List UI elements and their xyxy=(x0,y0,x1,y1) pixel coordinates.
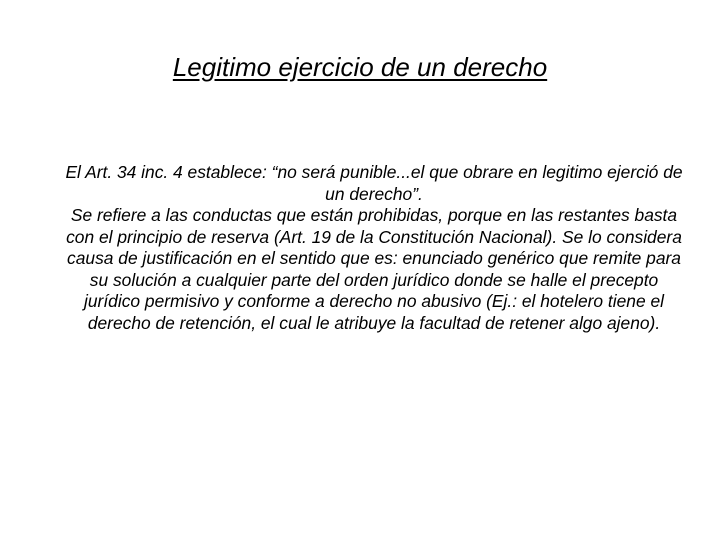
body-paragraph-article: El Art. 34 inc. 4 establece: “no será punible...el que obrare en legitimo ejerció de un derecho”. xyxy=(65,162,683,204)
body-paragraph-explanation: Se refiere a las conductas que están prohibidas, porque en las restantes basta con el principio de reserva (Art. 19 de la Constitución Nacional). Se lo considera causa de justificación en el sentido que es: enunciado genérico que remite para su solución a cualquier parte del orden jurídico donde se halle el precepto jurídico permisivo y conforme a derecho no abusivo (Ej.: el hotelero tiene el derecho de retención, el cual le atribuye la facultad de retener algo ajeno). xyxy=(66,205,682,333)
slide-title: Legitimo ejercicio de un derecho xyxy=(172,52,548,82)
slide-body xyxy=(62,162,686,334)
